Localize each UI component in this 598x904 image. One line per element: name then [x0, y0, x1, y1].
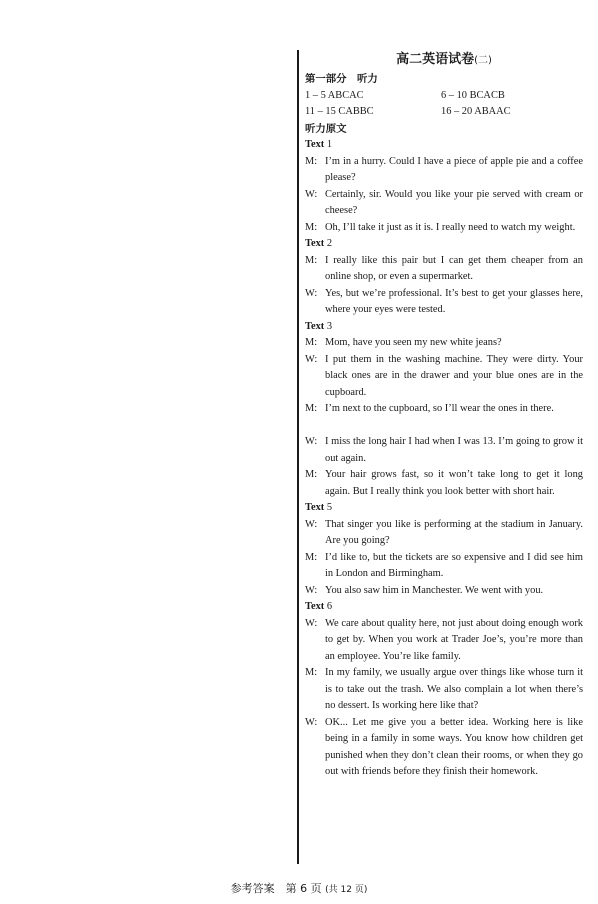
- speaker-label: M:: [305, 221, 318, 233]
- footer-label: 参考答案 第 6 页: [230, 882, 322, 895]
- line-text: We care about quality here, not just about doing enough work to get by. When you work at Trader Joe’s, you’re more than an employee. You’re like family.: [325, 617, 583, 662]
- line-text: Your hair grows fast, so it won’t take long to get it long again. But I really think you look better with short hair.: [325, 469, 583, 497]
- line-text: I’m in a hurry. Could I have a piece of apple pie and a coffee please?: [325, 155, 583, 183]
- speaker-label: M:: [305, 551, 318, 563]
- speaker-label: M:: [305, 403, 318, 414]
- text-heading: Text 3: [305, 320, 333, 332]
- text-heading: Text 6: [305, 601, 333, 612]
- title-text: 高二英语试卷: [396, 52, 475, 67]
- answer-column: [305, 50, 583, 781]
- transcript: [305, 137, 583, 781]
- speaker-label: W:: [305, 584, 318, 596]
- dialogue-line: [305, 583, 583, 600]
- line-text: Oh, I’ll take it just as it is. I really need to watch my weight.: [325, 221, 576, 233]
- line-text: I miss the long hair I had when I was 13. I’m going to grow it out again.: [325, 436, 583, 464]
- dialogue-line: [305, 517, 583, 550]
- text-heading: Text 5: [305, 502, 333, 513]
- dialogue-line: [305, 467, 583, 500]
- page-footer: [0, 880, 598, 896]
- speaker-label: M:: [305, 337, 318, 348]
- speaker-label: M:: [305, 469, 318, 480]
- speaker-label: W:: [305, 617, 318, 629]
- text-heading-gap: [305, 418, 583, 435]
- transcript-heading: 听力原文: [305, 122, 347, 135]
- line-text: In my family, we usually argue over things like whose turn it is to take out the trash. We also complain a lot when there’s no dessert. Is working here like that?: [325, 667, 583, 711]
- dialogue-line: [305, 220, 583, 237]
- dialogue-line: [305, 434, 583, 467]
- answer-range: 16 – 20 ABAAC: [441, 106, 511, 117]
- line-text: Yes, but we’re professional. It’s best to get your glasses here, where your eyes were tested.: [325, 287, 583, 315]
- answer-key: [305, 88, 583, 121]
- answer-range: 6 – 10 BCACB: [441, 89, 505, 101]
- dialogue-line: [305, 352, 583, 402]
- line-text: Certainly, sir. Would you like your pie served with cream or cheese?: [325, 188, 583, 216]
- speaker-label: W:: [305, 353, 318, 365]
- dialogue-line: [305, 253, 583, 286]
- speaker-label: M:: [305, 254, 318, 266]
- part1-heading: 第一部分 听力: [305, 73, 378, 85]
- speaker-label: W:: [305, 518, 318, 530]
- speaker-label: W:: [305, 188, 318, 200]
- speaker-label: M:: [305, 155, 318, 167]
- dialogue-line: [305, 154, 583, 187]
- dialogue-line: [305, 335, 583, 352]
- page-title: [305, 50, 583, 71]
- text-heading: Text 2: [305, 238, 333, 249]
- answer-range: 1 – 5 ABCAC: [305, 89, 364, 101]
- line-text: You also saw him in Manchester. We went with you.: [325, 584, 544, 596]
- line-text: OK... Let me give you a better idea. Working here is like being in a family in some ways. You know how children get punished when they don’t clean their rooms, or when they go out with friends before they finish their homework.: [325, 716, 583, 777]
- speaker-label: M:: [305, 667, 318, 678]
- title-paren: (二): [474, 55, 492, 66]
- line-text: That singer you like is performing at the stadium in January. Are you going?: [325, 518, 583, 546]
- footer-page-count: (共 12 页): [325, 885, 368, 895]
- column-divider: [297, 50, 299, 864]
- speaker-label: W:: [305, 716, 318, 728]
- dialogue-line: [305, 665, 583, 715]
- line-text: I’d like to, but the tickets are so expensive and I did see him in London and Birmingham.: [325, 551, 583, 579]
- speaker-label: W:: [305, 436, 318, 447]
- line-text: I put them in the washing machine. They were dirty. Your black ones are in the drawer and your blue ones are in the cupboard.: [325, 353, 583, 398]
- dialogue-line: [305, 616, 583, 666]
- dialogue-line: [305, 715, 583, 781]
- dialogue-line: [305, 550, 583, 583]
- line-text: Mom, have you seen my new white jeans?: [325, 337, 502, 348]
- answer-range: 11 – 15 CABBC: [305, 106, 374, 117]
- speaker-label: W:: [305, 287, 318, 299]
- line-text: I really like this pair but I can get them cheaper from an online shop, or even a supermarket.: [325, 254, 583, 282]
- dialogue-line: [305, 401, 583, 418]
- dialogue-line: [305, 286, 583, 319]
- text-heading: Text 1: [305, 139, 333, 150]
- dialogue-line: [305, 187, 583, 220]
- line-text: I’m next to the cupboard, so I’ll wear the ones in there.: [325, 403, 554, 414]
